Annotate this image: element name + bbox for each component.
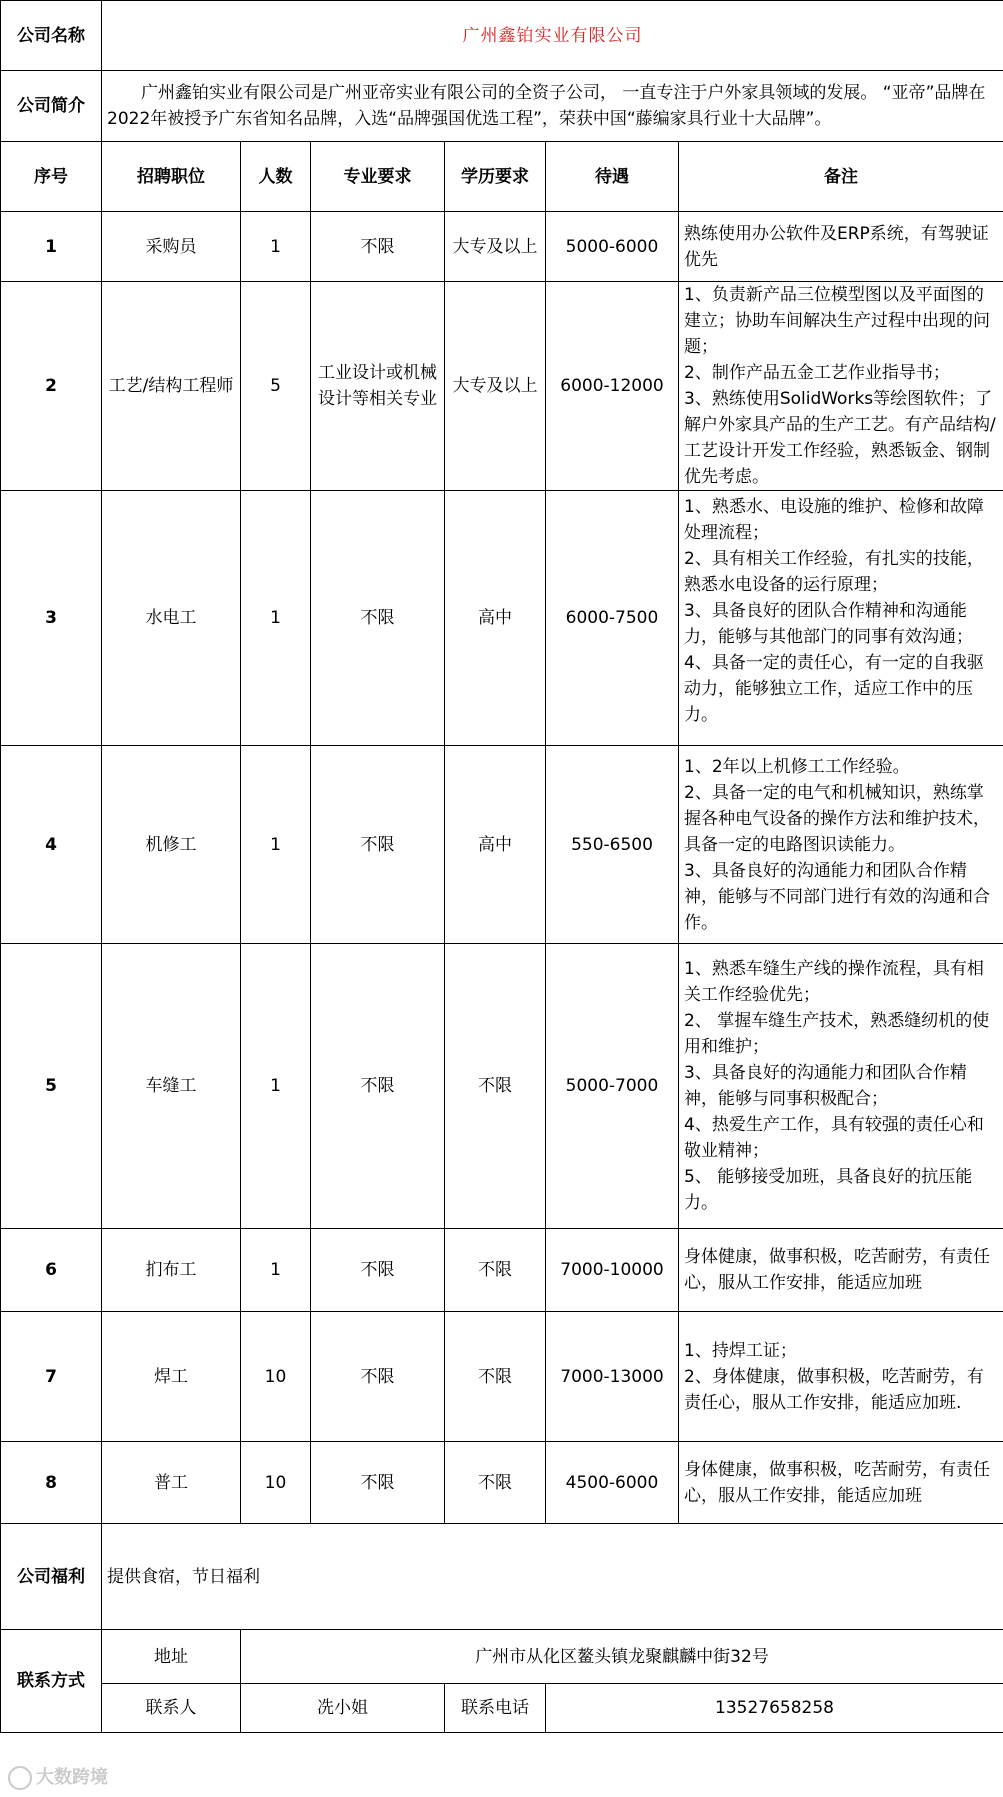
table-row xyxy=(1,1442,1003,1524)
row-position: 焊工 xyxy=(102,1312,241,1442)
row-position: 水电工 xyxy=(102,491,241,746)
row-position: 扪布工 xyxy=(102,1229,241,1312)
company-name-label: 公司名称 xyxy=(1,1,102,71)
row-notes xyxy=(679,746,1003,944)
row-notes xyxy=(679,282,1003,491)
note-line: 2、具备一定的电气和机械知识，熟练掌握各种电气设备的操作方法和维护技术，具备一定的电路图识读能力。 xyxy=(684,782,990,855)
row-major: 不限 xyxy=(311,1442,445,1524)
address-label: 地址 xyxy=(102,1630,241,1684)
welfare-label: 公司福利 xyxy=(1,1524,102,1630)
watermark-text: 大数跨境 xyxy=(36,1767,108,1788)
person-value: 冼小姐 xyxy=(241,1684,445,1733)
row-pay: 7000-13000 xyxy=(546,1312,679,1442)
table-row xyxy=(1,282,1003,491)
row-notes xyxy=(679,944,1003,1229)
table-row xyxy=(1,212,1003,282)
contact-person-row xyxy=(1,1684,1003,1733)
table-row xyxy=(1,1312,1003,1442)
row-count: 1 xyxy=(241,212,311,282)
note-line: 2、制作产品五金工艺作业指导书； xyxy=(684,363,950,383)
contact-address-row xyxy=(1,1630,1003,1684)
row-major: 工业设计或机械设计等相关专业 xyxy=(311,282,445,491)
table-row xyxy=(1,944,1003,1229)
header-major: 专业要求 xyxy=(311,142,445,212)
row-notes xyxy=(679,212,1003,282)
header-no: 序号 xyxy=(1,142,102,212)
row-position: 工艺/结构工程师 xyxy=(102,282,241,491)
row-major: 不限 xyxy=(311,1312,445,1442)
note-line: 3、具备良好的团队合作精神和沟通能力，能够与其他部门的同事有效沟通； xyxy=(684,601,973,647)
row-pay: 4500-6000 xyxy=(546,1442,679,1524)
row-position: 采购员 xyxy=(102,212,241,282)
company-intro-label: 公司简介 xyxy=(1,71,102,142)
row-edu: 不限 xyxy=(445,1442,546,1524)
row-major: 不限 xyxy=(311,1229,445,1312)
company-intro-row xyxy=(1,71,1003,142)
note-line: 身体健康，做事积极，吃苦耐劳，有责任心，服从工作安排，能适应加班 xyxy=(684,1247,990,1293)
note-line: 5、 能够接受加班，具备良好的抗压能力。 xyxy=(684,1167,973,1213)
welfare-value: 提供食宿，节日福利 xyxy=(102,1524,1003,1630)
row-no: 4 xyxy=(1,746,102,944)
watermark xyxy=(8,1763,108,1790)
row-edu: 高中 xyxy=(445,491,546,746)
person-label: 联系人 xyxy=(102,1684,241,1733)
note-line: 1、2年以上机修工工作经验。 xyxy=(684,756,910,777)
row-count: 5 xyxy=(241,282,311,491)
row-position: 车缝工 xyxy=(102,944,241,1229)
note-line: 2、身体健康，做事积极，吃苦耐劳，有责任心，服从工作安排，能适应加班. xyxy=(684,1366,984,1413)
company-name: 广州鑫铂实业有限公司 xyxy=(102,1,1003,71)
row-pay: 550-6500 xyxy=(546,746,679,944)
note-line: 4、具备一定的责任心，有一定的自我驱动力，能够独立工作，适应工作中的压力。 xyxy=(684,653,984,725)
row-edu: 高中 xyxy=(445,746,546,944)
watermark-logo-icon xyxy=(8,1766,32,1790)
row-no: 2 xyxy=(1,282,102,491)
row-count: 1 xyxy=(241,944,311,1229)
note-line: 1、熟悉车缝生产线的操作流程，具有相关工作经验优先； xyxy=(684,959,984,1005)
row-no: 7 xyxy=(1,1312,102,1442)
row-major: 不限 xyxy=(311,212,445,282)
row-position: 机修工 xyxy=(102,746,241,944)
row-no: 6 xyxy=(1,1229,102,1312)
row-count: 10 xyxy=(241,1312,311,1442)
note-clip xyxy=(684,494,998,742)
row-edu: 大专及以上 xyxy=(445,282,546,491)
note-line: 熟练使用办公软件及ERP系统，有驾驶证优先 xyxy=(684,223,989,270)
note-line: 3、具备良好的沟通能力和团队合作精神，能够与同事积极配合； xyxy=(684,1063,967,1109)
row-no: 3 xyxy=(1,491,102,746)
row-position: 普工 xyxy=(102,1442,241,1524)
row-notes xyxy=(679,1312,1003,1442)
phone-value: 13527658258 xyxy=(546,1684,1003,1733)
row-major: 不限 xyxy=(311,491,445,746)
row-no: 8 xyxy=(1,1442,102,1524)
row-major: 不限 xyxy=(311,746,445,944)
header-edu: 学历要求 xyxy=(445,142,546,212)
row-no: 5 xyxy=(1,944,102,1229)
header-count: 人数 xyxy=(241,142,311,212)
note-line: 4、热爱生产工作，具有较强的责任心和敬业精神； xyxy=(684,1115,984,1161)
row-count: 1 xyxy=(241,746,311,944)
note-line: 2、 掌握车缝生产技术，熟悉缝纫机的使用和维护； xyxy=(684,1011,990,1057)
row-notes xyxy=(679,491,1003,746)
note-line: 1、熟悉水、电设施的维护、检修和故障处理流程； xyxy=(684,497,984,543)
header-position: 招聘职位 xyxy=(102,142,241,212)
row-count: 1 xyxy=(241,491,311,746)
table-row xyxy=(1,491,1003,746)
row-pay: 6000-12000 xyxy=(546,282,679,491)
note-line: 身体健康，做事积极，吃苦耐劳，有责任心，服从工作安排，能适应加班 xyxy=(684,1459,990,1506)
contact-label: 联系方式 xyxy=(1,1630,102,1733)
row-pay: 7000-10000 xyxy=(546,1229,679,1312)
company-name-row xyxy=(1,1,1003,71)
row-major: 不限 xyxy=(311,944,445,1229)
table-row xyxy=(1,746,1003,944)
row-edu: 不限 xyxy=(445,1229,546,1312)
header-notes: 备注 xyxy=(679,142,1003,212)
row-edu: 不限 xyxy=(445,944,546,1229)
note-line: 3、具备良好的沟通能力和团队合作精神，能够与不同部门进行有效的沟通和合作。 xyxy=(684,860,990,933)
note-line: 3、熟练使用SolidWorks等绘图软件；了解户外家具产品的生产工艺。有产品结构/工艺设计开发工作经验，熟悉钣金、钢制优先考虑。 xyxy=(684,389,996,487)
row-notes xyxy=(679,1229,1003,1312)
row-pay: 5000-7000 xyxy=(546,944,679,1229)
company-intro: 广州鑫铂实业有限公司是广州亚帝实业有限公司的全资子公司， 一直专注于户外家具领域的发展。 “亚帝”品牌在2022年被授予广东省知名品牌，入选“品牌强国优选工程”，荣获中国“藤编家具行业十大品牌”。 xyxy=(102,71,1003,142)
table-row xyxy=(1,1229,1003,1312)
note-line: 1、负责新产品三位模型图以及平面图的建立；协助车间解决生产过程中出现的问题； xyxy=(684,285,990,357)
phone-label: 联系电话 xyxy=(445,1684,546,1733)
row-edu: 不限 xyxy=(445,1312,546,1442)
note-line: 1、持焊工证； xyxy=(684,1340,797,1361)
row-pay: 5000-6000 xyxy=(546,212,679,282)
row-pay: 6000-7500 xyxy=(546,491,679,746)
table-header-row xyxy=(1,142,1003,212)
note-line: 2、具有相关工作经验，有扎实的技能，熟悉水电设备的运行原理； xyxy=(684,549,984,595)
address-value: 广州市从化区鳌头镇龙聚麒麟中街32号 xyxy=(241,1630,1003,1684)
welfare-row xyxy=(1,1524,1003,1630)
header-pay: 待遇 xyxy=(546,142,679,212)
row-count: 1 xyxy=(241,1229,311,1312)
row-no: 1 xyxy=(1,212,102,282)
row-edu: 大专及以上 xyxy=(445,212,546,282)
row-count: 10 xyxy=(241,1442,311,1524)
row-notes xyxy=(679,1442,1003,1524)
